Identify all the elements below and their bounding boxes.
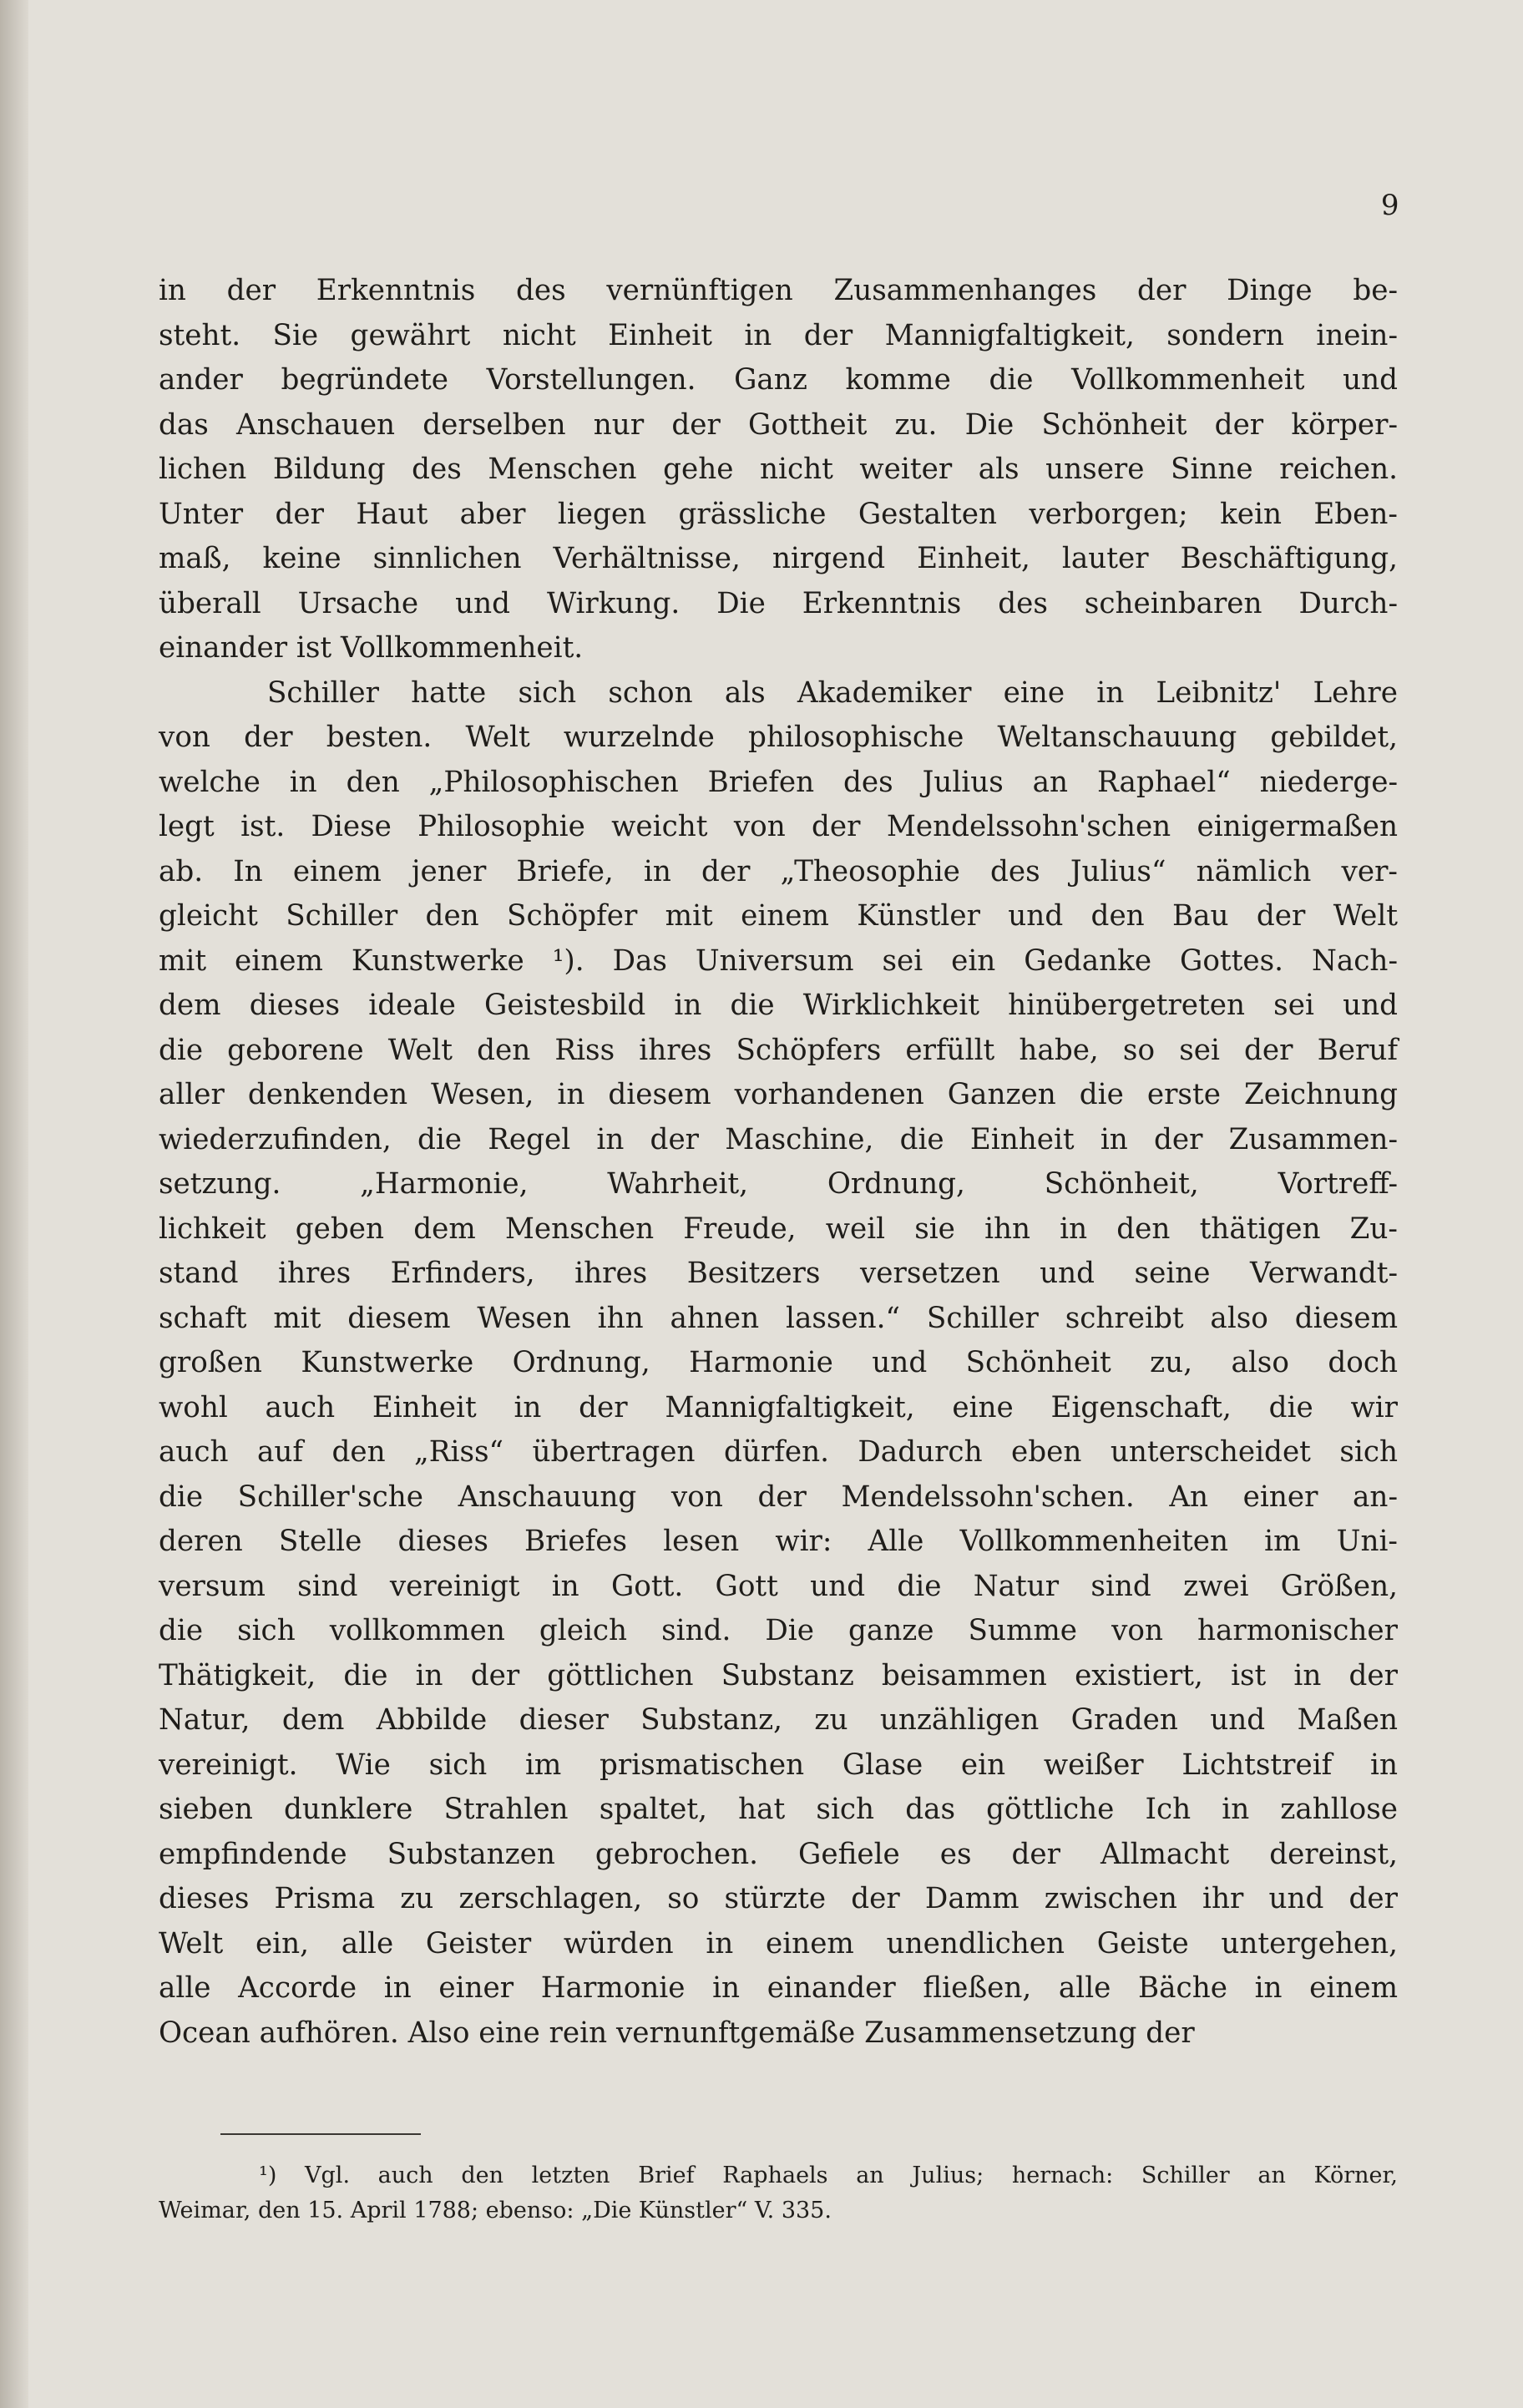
- text-line: legt ist. Diese Philosophie weicht von der Mendelssohn'schen einigermaßen: [159, 810, 1398, 843]
- text-line: versum sind vereinigt in Gott. Gott und die Natur sind zwei Größen,: [159, 1569, 1398, 1603]
- text-line: die sich vollkommen gleich sind. Die ganze Summe von harmonischer: [159, 1614, 1398, 1647]
- text-line: mit einem Kunstwerke ¹). Das Universum sei ein Gedanke Gottes. Nach-: [159, 943, 1398, 978]
- footnote-line: ¹) Vgl. auch den letzten Brief Raphaels an Julius; hernach: Schiller an Körner,: [259, 2163, 1398, 2188]
- main-text: [159, 269, 1398, 2056]
- text-line: deren Stelle dieses Briefes lesen wir: Alle Vollkommenheiten im Uni-: [159, 1525, 1398, 1558]
- text-line: das Anschauen derselben nur der Gottheit zu. Die Schönheit der körper-: [159, 407, 1398, 442]
- text-line: Unter der Haut aber liegen grässliche Gestalten verborgen; kein Eben-: [159, 497, 1398, 531]
- text-line: lichen Bildung des Menschen gehe nicht weiter als unsere Sinne reichen.: [159, 453, 1398, 486]
- text-line: Welt ein, alle Geister würden in einem unendlichen Geiste untergehen,: [159, 1926, 1398, 1960]
- text-line: steht. Sie gewährt nicht Einheit in der Mannigfaltigkeit, sondern inein-: [159, 318, 1398, 352]
- text-line: wiederzufinden, die Regel in der Maschine, die Einheit in der Zusammen-: [159, 1122, 1398, 1156]
- text-line: empfindende Substanzen gebrochen. Gefiele es der Allmacht dereinst,: [159, 1837, 1398, 1871]
- text-line: dieses Prisma zu zerschlagen, so stürzte der Damm zwischen ihr und der: [159, 1882, 1398, 1915]
- text-line: setzung. „Harmonie, Wahrheit, Ordnung, Schönheit, Vortreff-: [159, 1167, 1398, 1201]
- text-line: alle Accorde in einer Harmonie in einander fließen, alle Bäche in einem: [159, 1971, 1398, 2005]
- text-line: Ocean aufhören. Also eine rein vernunftgemäße Zusammensetzung der: [159, 2016, 1195, 2050]
- binding-gutter: [0, 0, 28, 2408]
- text-line: sieben dunklere Strahlen spaltet, hat sich das göttliche Ich in zahllose: [159, 1793, 1398, 1826]
- text-line: auch auf den „Riss“ übertragen dürfen. Dadurch eben unterscheidet sich: [159, 1435, 1398, 1469]
- text-line: die Schiller'sche Anschauung von der Mendelssohn'schen. An einer an-: [159, 1480, 1398, 1514]
- text-line: wohl auch Einheit in der Mannigfaltigkeit, eine Eigenschaft, die wir: [159, 1390, 1398, 1424]
- text-line: lichkeit geben dem Menschen Freude, weil sie ihn in den thätigen Zu-: [159, 1212, 1398, 1246]
- text-line: die geborene Welt den Riss ihres Schöpfers erfüllt habe, so sei der Beruf: [159, 1033, 1398, 1067]
- text-line: ander begründete Vorstellungen. Ganz komme die Vollkommenheit und: [159, 363, 1398, 397]
- footnote-line: Weimar, den 15. April 1788; ebenso: „Die Künstler“ V. 335.: [159, 2198, 832, 2223]
- text-line: gleicht Schiller den Schöpfer mit einem Künstler und den Bau der Welt: [159, 899, 1398, 933]
- text-line: ab. In einem jener Briefe, in der „Theosophie des Julius“ nämlich ver-: [159, 854, 1398, 888]
- text-line: maß, keine sinnlichen Verhältnisse, nirgend Einheit, lauter Beschäftigung,: [159, 542, 1398, 575]
- text-line: stand ihres Erfinders, ihres Besitzers versetzen und seine Verwandt-: [159, 1257, 1398, 1290]
- text-line: Natur, dem Abbilde dieser Substanz, zu unzähligen Graden und Maßen: [159, 1703, 1398, 1737]
- footnotes: [159, 2158, 1398, 2228]
- text-line: welche in den „Philosophischen Briefen des Julius an Raphael“ niederge-: [159, 765, 1398, 799]
- text-line: in der Erkenntnis des vernünftigen Zusammenhanges der Dinge be-: [159, 274, 1398, 307]
- text-line: einander ist Vollkommenheit.: [159, 631, 584, 665]
- text-line: aller denkenden Wesen, in diesem vorhandenen Ganzen die erste Zeichnung: [159, 1078, 1398, 1111]
- page-number: 9: [1380, 189, 1399, 222]
- text-line: Schiller hatte sich schon als Akademiker eine in Leibnitz' Lehre: [267, 675, 1398, 710]
- text-line: Thätigkeit, die in der göttlichen Substanz beisammen existiert, ist in der: [159, 1658, 1398, 1692]
- text-line: schaft mit diesem Wesen ihn ahnen lassen.“ Schiller schreibt also diesem: [159, 1301, 1398, 1335]
- text-line: vereinigt. Wie sich im prismatischen Glase ein weißer Lichtstreif in: [159, 1748, 1398, 1782]
- footnote-divider: [220, 2133, 421, 2135]
- text-line: überall Ursache und Wirkung. Die Erkenntnis des scheinbaren Durch-: [159, 586, 1398, 620]
- text-line: dem dieses ideale Geistesbild in die Wirklichkeit hinübergetreten sei und: [159, 989, 1398, 1022]
- text-line: großen Kunstwerke Ordnung, Harmonie und Schönheit zu, also doch: [159, 1346, 1398, 1379]
- text-line: von der besten. Welt wurzelnde philosophische Weltanschauung gebildet,: [159, 721, 1398, 754]
